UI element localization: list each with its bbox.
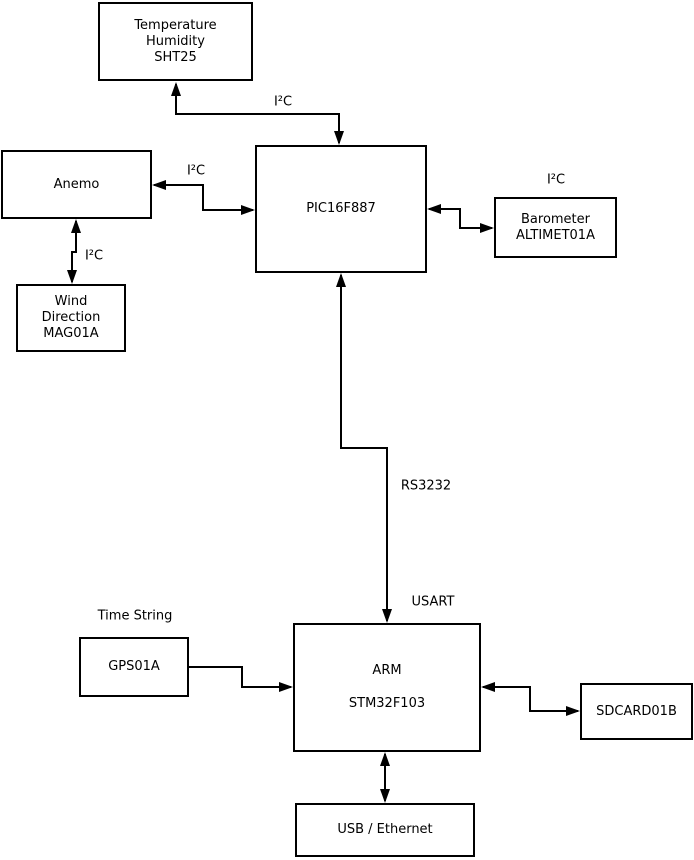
label-i2c-sht25: I²C bbox=[273, 94, 293, 110]
arrowhead-into-sht25 bbox=[171, 82, 181, 96]
connector-gps-arm bbox=[189, 667, 291, 687]
connector-pic-sht25 bbox=[176, 84, 339, 143]
arrowhead-into-wind-top bbox=[67, 270, 77, 284]
node-line: Temperature bbox=[134, 17, 217, 33]
node-line: USB / Ethernet bbox=[337, 822, 433, 837]
arrowhead-into-arm-left bbox=[279, 682, 293, 692]
arrowhead-into-barometer-left bbox=[480, 223, 494, 233]
arrowhead-into-pic-left bbox=[241, 205, 255, 215]
node-line: ARM bbox=[372, 663, 402, 678]
arrowhead-into-pic-right bbox=[427, 204, 441, 214]
node-line: Wind bbox=[54, 294, 88, 309]
node-line: Anemo bbox=[53, 176, 100, 192]
node-temperature-humidity bbox=[98, 2, 253, 81]
arrowhead-into-anemo-right bbox=[152, 180, 166, 190]
node-line: Barometer bbox=[521, 211, 590, 227]
label-i2c-barometer: I²C bbox=[546, 172, 566, 188]
label-usart: USART bbox=[411, 594, 455, 610]
arrowhead-into-pic-top bbox=[334, 131, 344, 145]
connector-arm-sdcard bbox=[483, 687, 578, 711]
arrowhead-into-anemo-bottom bbox=[71, 219, 81, 233]
node-line: PIC16F887 bbox=[306, 201, 376, 216]
arrowhead-into-arm-bottom bbox=[380, 752, 390, 766]
arrowhead-into-pic-bottom bbox=[336, 273, 346, 287]
node-line: STM32F103 bbox=[348, 696, 426, 711]
node-line: Humidity bbox=[146, 33, 205, 49]
label-i2c-anemo: I²C bbox=[186, 163, 206, 179]
node-anemo bbox=[1, 150, 152, 219]
arrowhead-into-sdcard-left bbox=[566, 706, 580, 716]
node-barometer bbox=[494, 197, 617, 258]
connector-pic-arm bbox=[341, 275, 387, 621]
node-arm-stm32f103 bbox=[293, 623, 481, 752]
arrowhead-into-arm-right bbox=[481, 682, 495, 692]
node-pic16f887 bbox=[255, 145, 427, 273]
node-line: SHT25 bbox=[154, 49, 197, 65]
node-line: Direction bbox=[41, 310, 101, 325]
node-line: ALTIMET01A bbox=[516, 227, 595, 243]
arrowhead-into-arm-top bbox=[382, 609, 392, 623]
node-gps bbox=[79, 637, 189, 697]
node-sdcard bbox=[580, 683, 693, 740]
node-line: SDCARD01B bbox=[596, 703, 677, 719]
label-i2c-wind: I²C bbox=[84, 248, 104, 264]
arrowhead-into-usb-top bbox=[380, 789, 390, 803]
node-usb-ethernet bbox=[295, 803, 475, 857]
node-wind-direction bbox=[16, 284, 126, 352]
node-line: MAG01A bbox=[43, 326, 99, 341]
node-line: GPS01A bbox=[108, 659, 160, 674]
label-time-string: Time String bbox=[97, 608, 173, 624]
label-rs3232: RS3232 bbox=[400, 478, 452, 494]
connector-pic-anemo bbox=[154, 185, 253, 210]
